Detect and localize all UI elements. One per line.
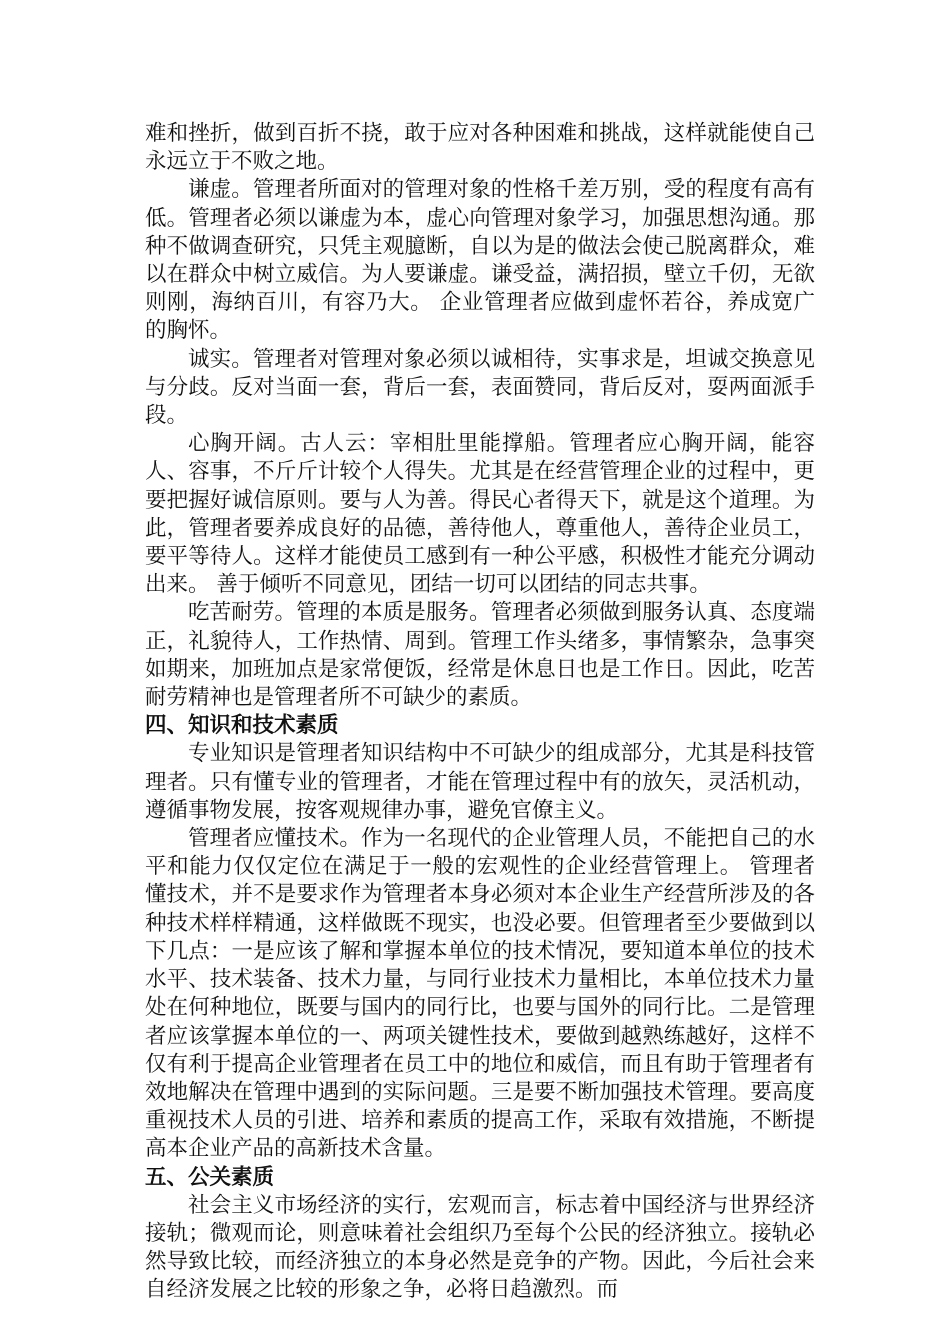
paragraph: 难和挫折，做到百折不挠，敢于应对各种困难和挑战，这样就能使自己永远立于不败之地。	[145, 121, 815, 175]
document-page	[145, 120, 815, 1305]
paragraph-market-economy: 社会主义市场经济的实行，宏观而言，标志着中国经济与世界经济接轨；微观而论，则意味着社会组织乃至每个公民的经济独立。接轨必然导致比较，而经济独立的本身必然是竞争的产物。因此，今后社会来自经济发展之比较的形象之争，必将日趋激烈。而	[145, 1192, 815, 1303]
paragraph-hardworking: 吃苦耐劳。管理的本质是服务。管理者必须做到服务认真、态度端正，礼貌待人，工作热情、周到。管理工作头绪多，事情繁杂，急事突如期来，加班加点是家常便饭，经常是休息日也是工作日。因此，吃苦耐劳精神也是管理者所不可缺少的素质。	[145, 600, 815, 711]
section-heading-public-relations: 五、公关素质	[145, 1164, 275, 1190]
section-heading-knowledge: 四、知识和技术素质	[145, 713, 339, 739]
paragraph-open-mind: 心胸开阔。古人云：宰相肚里能撑船。管理者应心胸开阔，能容人、容事，不斤斤计较个人得失。尤其是在经营管理企业的过程中，更要把握好诚信原则。要与人为善。得民心者得天下，就是这个道理。为此，管理者要养成良好的品德，善待他人，尊重他人，善待企业员工，要平等待人。这样才能使员工感到有一种公平感，积极性才能充分调动出来。 善于倾听不同意见，团结一切可以团结的同志共事。	[145, 431, 815, 598]
paragraph-technology: 管理者应懂技术。作为一名现代的企业管理人员，不能把自己的水平和能力仅仅定位在满足于一般的宏观性的企业经营管理上。 管理者懂技术，并不是要求作为管理者本身必须对本企业生产经营所涉及的各种技术样样精通，这样做既不现实，也没必要。但管理者至少要做到以下几点：一是应该了解和掌握本单位的技术情况，要知道本单位的技术水平、技术装备、技术力量，与同行业技术力量相比，本单位技术力量处在何种地位，既要与国内的同行比，也要与国外的同行比。二是管理者应该掌握本单位的一、两项关键性技术，要做到越熟练越好，这样不仅有利于提高企业管理者在员工中的地位和威信，而且有助于管理者有效地解决在管理中遇到的实际问题。三是要不断加强技术管理。要高度重视技术人员的引进、培养和素质的提高工作，采取有效措施，不断提高本企业产品的高新技术含量。	[145, 826, 815, 1162]
paragraph-modesty: 谦虚。管理者所面对的管理对象的性格千差万别，受的程度有高有低。管理者必须以谦虚为本，虚心向管理对象学习，加强思想沟通。那种不做调查研究，只凭主观臆断，自以为是的做法会使己脱离群众，难以在群众中树立威信。为人要谦虚。谦受益，满招损，壁立千仞，无欲则刚，海纳百川，有容乃大。 企业管理者应做到虚怀若谷，养成宽广的胸怀。	[145, 177, 815, 344]
paragraph-honesty: 诚实。管理者对管理对象必须以诚相待，实事求是，坦诚交换意见与分歧。反对当面一套，背后一套，表面赞同，背后反对，耍两面派手段。	[145, 346, 815, 429]
paragraph-professional-knowledge: 专业知识是管理者知识结构中不可缺少的组成部分，尤其是科技管理者。只有懂专业的管理者，才能在管理过程中有的放矢，灵活机动，遵循事物发展，按客观规律办事，避免官僚主义。	[145, 741, 815, 823]
